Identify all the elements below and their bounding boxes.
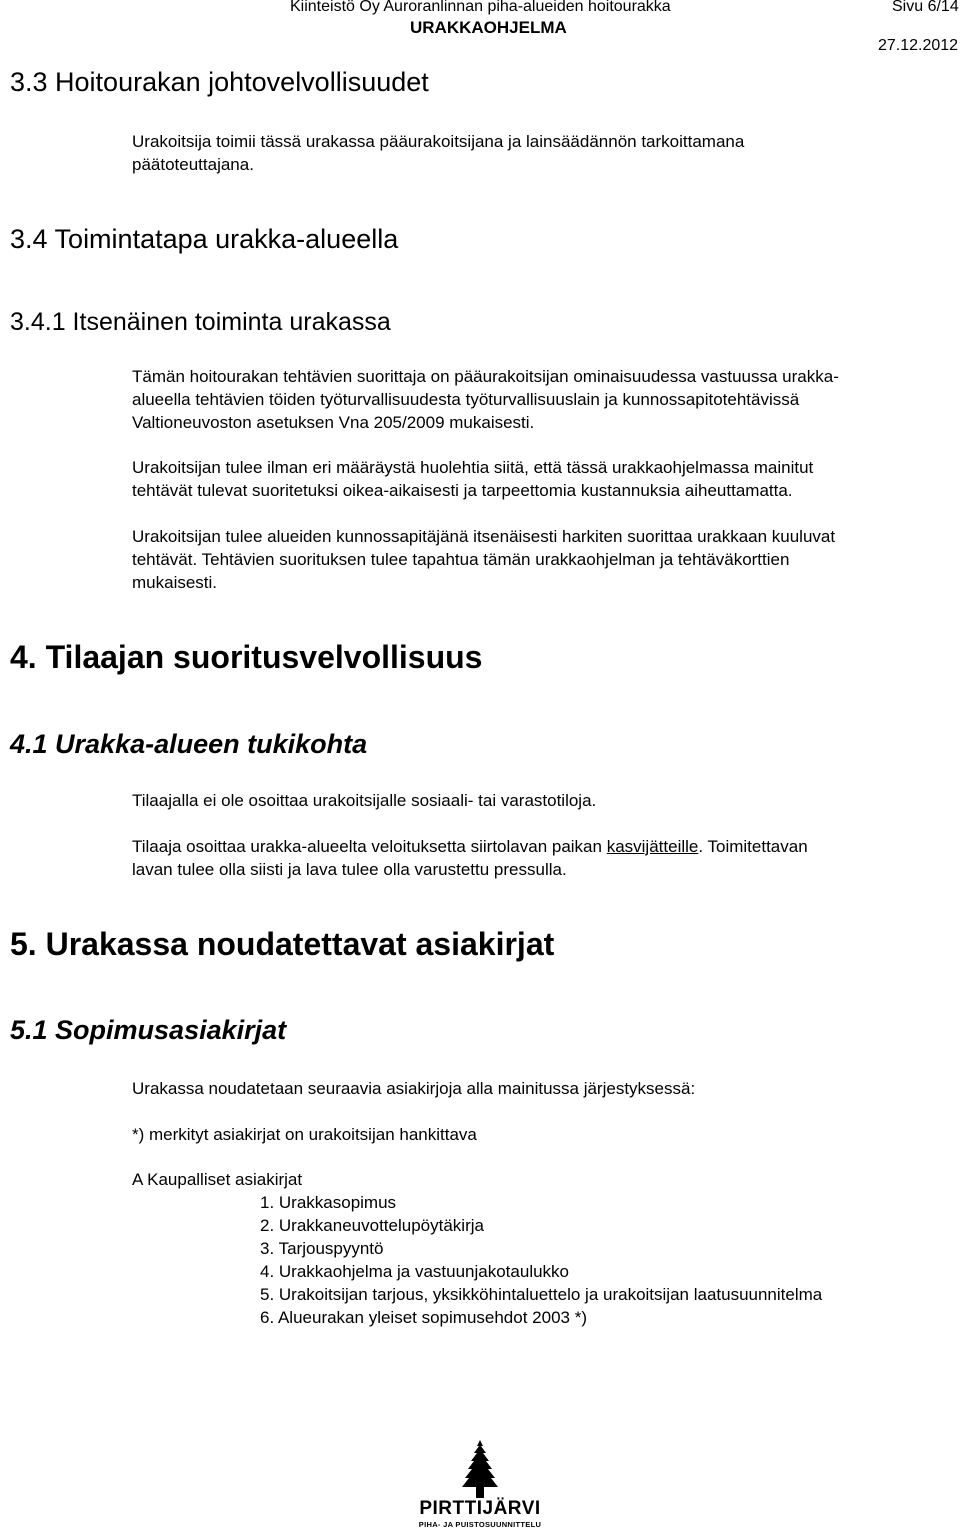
list-item: 6. Alueurakan yleiset sopimusehdot 2003 *) xyxy=(260,1308,587,1327)
logo-name: PIRTTIJÄRVI xyxy=(419,1498,541,1519)
logo-tagline: PIHA- JA PUISTOSUUNNITTELU xyxy=(418,1520,542,1529)
group-title-kaupalliset: A Kaupalliset asiakirjat xyxy=(132,1170,303,1189)
heading-3-4-1: 3.4.1 Itsenäinen toiminta urakassa xyxy=(10,308,391,336)
paragraph-3-4-1-a: Tämän hoitourakan tehtävien suorittaja on pääurakoitsijan ominaisuudessa vastuussa urakka- alueella tehtävien töiden työturvallisuudesta työturvallisuuslain ja kunnossapitotehtävissä Valtioneuvoston asetuksen Vna 205/2009 mukaisesti. xyxy=(132,367,839,432)
paragraph-4-1-a: Tilaajalla ei ole osoittaa urakoitsijalle sosiaali- tai varastotiloja. xyxy=(132,791,597,810)
paragraph-5-1-a: Urakassa noudatetaan seuraavia asiakirjoja alla mainitussa järjestyksessä: xyxy=(132,1079,696,1098)
paragraph-3-4-1-b: Urakoitsijan tulee ilman eri määräystä huolehtia siitä, että tässä urakkaohjelmassa mainitut tehtävät tulevat suoritetuksi oikea-aikaisesti ja tarpeettomia kustannuksia aiheuttamatta. xyxy=(132,458,814,500)
paragraph-5-1-b: *) merkityt asiakirjat on urakoitsijan hankittava xyxy=(132,1125,477,1144)
paragraph-3-3: Urakoitsija toimii tässä urakassa pääurakoitsijana ja lainsäädännön tarkoittamana päätoteuttajana. xyxy=(132,132,745,174)
heading-3-4: 3.4 Toimintatapa urakka-alueella xyxy=(10,224,399,254)
link-kasvijatteille[interactable]: kasvijätteille xyxy=(606,837,699,856)
header-page: Sivu 6/14 xyxy=(892,0,959,15)
list-item: 5. Urakoitsijan tarjous, yksikköhintaluettelo ja urakoitsijan laatusuunnitelma xyxy=(260,1285,823,1304)
heading-4-1: 4.1 Urakka-alueen tukikohta xyxy=(10,729,368,759)
heading-3-3: 3.3 Hoitourakan johtovelvollisuudet xyxy=(10,67,429,97)
heading-5-1: 5.1 Sopimusasiakirjat xyxy=(10,1015,287,1045)
header-doc-title: URAKKAOHJELMA xyxy=(410,18,567,37)
list-item: 2. Urakkaneuvottelupöytäkirja xyxy=(260,1216,484,1235)
heading-5: 5. Urakassa noudatettavat asiakirjat xyxy=(10,926,555,962)
tree-icon xyxy=(400,1438,560,1500)
pirttijarvi-logo xyxy=(400,1438,560,1531)
paragraph-3-4-1-c: Urakoitsijan tulee alueiden kunnossapitäjänä itsenäisesti harkiten suorittaa urakkaan kuuluvat tehtävät. Tehtävien suorituksen tulee tapahtua tämän urakkaohjelman ja tehtäväkorttien mukaisesti. xyxy=(132,527,836,592)
heading-4: 4. Tilaajan suoritusvelvollisuus xyxy=(10,639,483,675)
list-item: 3. Tarjouspyyntö xyxy=(260,1239,384,1258)
document-list xyxy=(260,1191,822,1329)
list-item: 4. Urakkaohjelma ja vastuunjakotaulukko xyxy=(260,1262,570,1281)
header-org: Kiinteistö Oy Auroranlinnan piha-alueiden hoitourakka xyxy=(290,0,671,15)
list-item: 1. Urakkasopimus xyxy=(260,1193,397,1212)
paragraph-4-1-b: Tilaaja osoittaa urakka-alueelta veloituksetta siirtolavan paikan kasvijätteille. Toimitettavan lavan tulee olla siisti ja lava tulee olla varustettu pressulla. xyxy=(132,837,808,879)
header-date: 27.12.2012 xyxy=(878,37,959,54)
